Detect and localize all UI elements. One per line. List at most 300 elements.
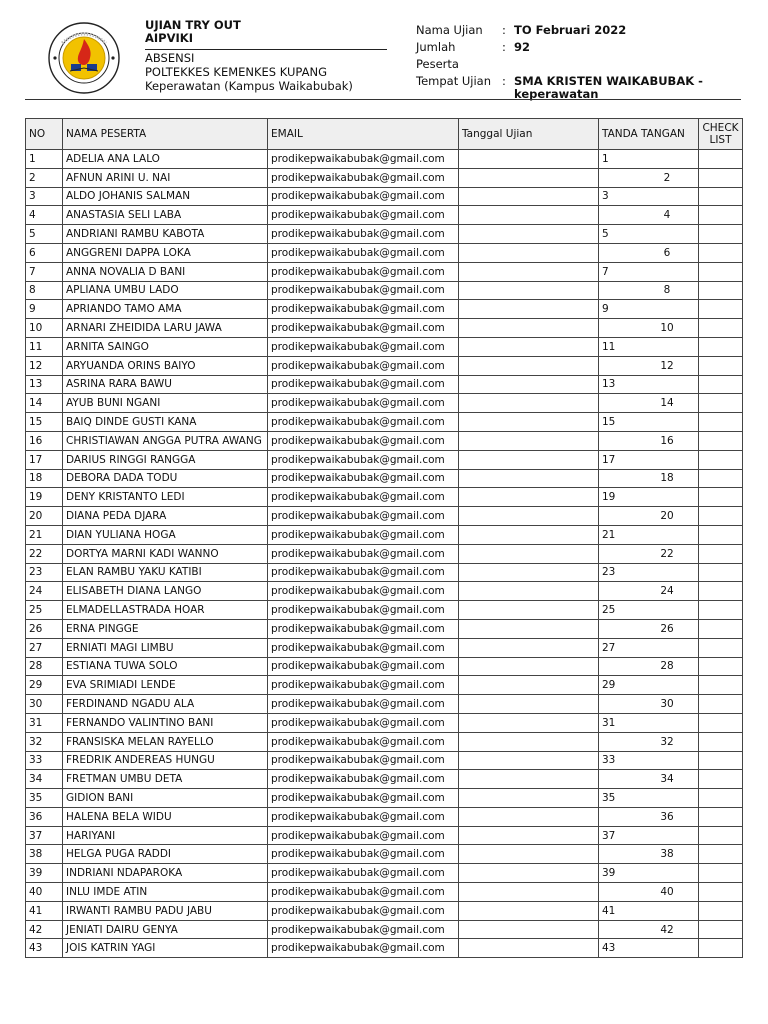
institution-name: POLTEKKES KEMENKES KUPANG [145, 65, 327, 79]
table-row [26, 751, 743, 770]
table-row [26, 150, 743, 169]
participant-email: prodikepwaikabubak@gmail.com [268, 939, 459, 958]
participant-name: AYUB BUNI NGANI [63, 394, 268, 413]
header-divider [145, 49, 387, 50]
info-value: TO Februari 2022 [514, 23, 627, 37]
table-row [26, 789, 743, 808]
row-number: 39 [26, 864, 63, 883]
row-number: 13 [26, 375, 63, 394]
row-number: 36 [26, 807, 63, 826]
table-row [26, 845, 743, 864]
participant-email: prodikepwaikabubak@gmail.com [268, 563, 459, 582]
participant-name: FRANSISKA MELAN RAYELLO [63, 732, 268, 751]
table-row [26, 563, 743, 582]
participant-email: prodikepwaikabubak@gmail.com [268, 732, 459, 751]
info-label: Jumlah Peserta [416, 40, 459, 71]
exam-date-cell [459, 375, 599, 394]
participant-name: FERNANDO VALINTINO BANI [63, 713, 268, 732]
table-row [26, 262, 743, 281]
row-number: 17 [26, 450, 63, 469]
column-header-exam-date: Tanggal Ujian [459, 119, 599, 150]
signature-cell: 36 [599, 807, 699, 826]
checklist-cell [699, 901, 743, 920]
table-row [26, 638, 743, 657]
signature-cell: 10 [599, 319, 699, 338]
checklist-cell [699, 544, 743, 563]
signature-cell: 9 [599, 300, 699, 319]
exam-date-cell [459, 413, 599, 432]
participant-email: prodikepwaikabubak@gmail.com [268, 883, 459, 902]
exam-date-cell [459, 225, 599, 244]
exam-date-cell [459, 262, 599, 281]
signature-cell: 11 [599, 337, 699, 356]
exam-date-cell [459, 657, 599, 676]
signature-cell: 42 [599, 920, 699, 939]
table-row [26, 413, 743, 432]
signature-cell: 21 [599, 525, 699, 544]
signature-cell: 18 [599, 469, 699, 488]
table-row [26, 770, 743, 789]
participant-name: ASRINA RARA BAWU [63, 375, 268, 394]
participant-name: FERDINAND NGADU ALA [63, 695, 268, 714]
row-number: 23 [26, 563, 63, 582]
participant-email: prodikepwaikabubak@gmail.com [268, 789, 459, 808]
exam-date-cell [459, 150, 599, 169]
checklist-cell [699, 845, 743, 864]
participant-email: prodikepwaikabubak@gmail.com [268, 826, 459, 845]
signature-cell: 40 [599, 883, 699, 902]
signature-cell: 17 [599, 450, 699, 469]
participant-email: prodikepwaikabubak@gmail.com [268, 225, 459, 244]
checklist-cell [699, 413, 743, 432]
participant-name: ANGGRENI DAPPA LOKA [63, 243, 268, 262]
participant-name: INDRIANI NDAPAROKA [63, 864, 268, 883]
info-row-location [416, 73, 746, 101]
row-number: 38 [26, 845, 63, 864]
signature-cell: 39 [599, 864, 699, 883]
participant-name: IRWANTI RAMBU PADU JABU [63, 901, 268, 920]
signature-cell: 43 [599, 939, 699, 958]
participant-email: prodikepwaikabubak@gmail.com [268, 582, 459, 601]
participant-email: prodikepwaikabubak@gmail.com [268, 394, 459, 413]
table-row [26, 525, 743, 544]
header-left [145, 19, 387, 93]
participant-name: ERNA PINGGE [63, 619, 268, 638]
exam-date-cell [459, 544, 599, 563]
checklist-cell [699, 431, 743, 450]
participant-name: DENY KRISTANTO LEDI [63, 488, 268, 507]
exam-date-cell [459, 431, 599, 450]
table-row [26, 619, 743, 638]
exam-date-cell [459, 525, 599, 544]
participant-email: prodikepwaikabubak@gmail.com [268, 619, 459, 638]
participant-email: prodikepwaikabubak@gmail.com [268, 281, 459, 300]
attendance-table [25, 118, 743, 958]
signature-cell: 29 [599, 676, 699, 695]
column-header-email: EMAIL [268, 119, 459, 150]
exam-date-cell [459, 713, 599, 732]
signature-cell: 5 [599, 225, 699, 244]
participant-email: prodikepwaikabubak@gmail.com [268, 657, 459, 676]
participant-name: DORTYA MARNI KADI WANNO [63, 544, 268, 563]
checklist-cell [699, 150, 743, 169]
row-number: 27 [26, 638, 63, 657]
checklist-cell [699, 168, 743, 187]
checklist-cell [699, 619, 743, 638]
participant-name: ADELIA ANA LALO [63, 150, 268, 169]
table-row [26, 695, 743, 714]
participant-name: BAIQ DINDE GUSTI KANA [63, 413, 268, 432]
exam-date-cell [459, 770, 599, 789]
exam-date-cell [459, 507, 599, 526]
participant-email: prodikepwaikabubak@gmail.com [268, 337, 459, 356]
row-number: 21 [26, 525, 63, 544]
signature-cell: 7 [599, 262, 699, 281]
table-row [26, 676, 743, 695]
header-rule [25, 99, 741, 100]
exam-date-cell [459, 901, 599, 920]
checklist-cell [699, 281, 743, 300]
info-colon: : [502, 40, 506, 54]
row-number: 22 [26, 544, 63, 563]
participant-name: INLU IMDE ATIN [63, 883, 268, 902]
participant-email: prodikepwaikabubak@gmail.com [268, 676, 459, 695]
row-number: 2 [26, 168, 63, 187]
participant-email: prodikepwaikabubak@gmail.com [268, 168, 459, 187]
signature-cell: 20 [599, 507, 699, 526]
participant-name: HALENA BELA WIDU [63, 807, 268, 826]
signature-cell: 25 [599, 601, 699, 620]
table-row [26, 469, 743, 488]
signature-cell: 32 [599, 732, 699, 751]
row-number: 12 [26, 356, 63, 375]
checklist-cell [699, 883, 743, 902]
signature-cell: 24 [599, 582, 699, 601]
row-number: 20 [26, 507, 63, 526]
participant-name: EVA SRIMIADI LENDE [63, 676, 268, 695]
checklist-cell [699, 488, 743, 507]
exam-date-cell [459, 469, 599, 488]
checklist-cell [699, 525, 743, 544]
signature-cell: 34 [599, 770, 699, 789]
participant-email: prodikepwaikabubak@gmail.com [268, 601, 459, 620]
exam-date-cell [459, 300, 599, 319]
table-row [26, 826, 743, 845]
signature-cell: 2 [599, 168, 699, 187]
row-number: 35 [26, 789, 63, 808]
table-row [26, 601, 743, 620]
participant-email: prodikepwaikabubak@gmail.com [268, 206, 459, 225]
row-number: 42 [26, 920, 63, 939]
participant-email: prodikepwaikabubak@gmail.com [268, 807, 459, 826]
table-row [26, 582, 743, 601]
participant-name: ARNITA SAINGO [63, 337, 268, 356]
participant-name: FREDRIK ANDEREAS HUNGU [63, 751, 268, 770]
checklist-cell [699, 864, 743, 883]
exam-date-cell [459, 337, 599, 356]
row-number: 40 [26, 883, 63, 902]
participant-name: ARNARI ZHEIDIDA LARU JAWA [63, 319, 268, 338]
table-row [26, 243, 743, 262]
checklist-cell [699, 939, 743, 958]
column-header-signature: TANDA TANGAN [599, 119, 699, 150]
signature-cell: 27 [599, 638, 699, 657]
info-label: Tempat Ujian [416, 74, 492, 88]
signature-cell: 4 [599, 206, 699, 225]
participant-name: HARIYANI [63, 826, 268, 845]
participant-email: prodikepwaikabubak@gmail.com [268, 356, 459, 375]
exam-date-cell [459, 695, 599, 714]
participant-name: ALDO JOHANIS SALMAN [63, 187, 268, 206]
participant-email: prodikepwaikabubak@gmail.com [268, 150, 459, 169]
row-number: 43 [26, 939, 63, 958]
row-number: 31 [26, 713, 63, 732]
participant-name: ANASTASIA SELI LABA [63, 206, 268, 225]
checklist-cell [699, 789, 743, 808]
participant-name: ANNA NOVALIA D BANI [63, 262, 268, 281]
column-header-no: NO [26, 119, 63, 150]
row-number: 1 [26, 150, 63, 169]
row-number: 7 [26, 262, 63, 281]
checklist-cell [699, 751, 743, 770]
participant-email: prodikepwaikabubak@gmail.com [268, 920, 459, 939]
checklist-cell [699, 770, 743, 789]
signature-cell: 19 [599, 488, 699, 507]
checklist-cell [699, 713, 743, 732]
row-number: 28 [26, 657, 63, 676]
signature-cell: 8 [599, 281, 699, 300]
checklist-cell [699, 695, 743, 714]
table-row [26, 431, 743, 450]
signature-cell: 1 [599, 150, 699, 169]
participant-name: ANDRIANI RAMBU KABOTA [63, 225, 268, 244]
table-header-row [26, 119, 743, 150]
exam-date-cell [459, 883, 599, 902]
table-row [26, 883, 743, 902]
table-row [26, 864, 743, 883]
table-row [26, 225, 743, 244]
info-colon: : [502, 74, 506, 88]
checklist-cell [699, 394, 743, 413]
checklist-cell [699, 187, 743, 206]
participant-email: prodikepwaikabubak@gmail.com [268, 262, 459, 281]
signature-cell: 23 [599, 563, 699, 582]
signature-cell: 28 [599, 657, 699, 676]
checklist-cell [699, 337, 743, 356]
checklist-cell [699, 450, 743, 469]
row-number: 37 [26, 826, 63, 845]
exam-date-cell [459, 601, 599, 620]
exam-date-cell [459, 732, 599, 751]
exam-date-cell [459, 864, 599, 883]
exam-date-cell [459, 394, 599, 413]
table-body [26, 150, 743, 958]
participant-email: prodikepwaikabubak@gmail.com [268, 864, 459, 883]
signature-cell: 31 [599, 713, 699, 732]
signature-cell: 35 [599, 789, 699, 808]
exam-date-cell [459, 243, 599, 262]
exam-date-cell [459, 563, 599, 582]
row-number: 25 [26, 601, 63, 620]
participant-name: AFNUN ARINI U. NAI [63, 168, 268, 187]
checklist-cell [699, 732, 743, 751]
participant-email: prodikepwaikabubak@gmail.com [268, 469, 459, 488]
table-row [26, 319, 743, 338]
exam-date-cell [459, 826, 599, 845]
table-row [26, 544, 743, 563]
exam-date-cell [459, 789, 599, 808]
table-row [26, 281, 743, 300]
row-number: 41 [26, 901, 63, 920]
row-number: 10 [26, 319, 63, 338]
participant-name: ELAN RAMBU YAKU KATIBI [63, 563, 268, 582]
row-number: 34 [26, 770, 63, 789]
organization-name: AIPVIKI [145, 31, 193, 45]
table-row [26, 206, 743, 225]
checklist-cell [699, 375, 743, 394]
participant-email: prodikepwaikabubak@gmail.com [268, 243, 459, 262]
table-row [26, 356, 743, 375]
participant-email: prodikepwaikabubak@gmail.com [268, 319, 459, 338]
exam-date-cell [459, 168, 599, 187]
checklist-cell [699, 807, 743, 826]
signature-cell: 13 [599, 375, 699, 394]
row-number: 30 [26, 695, 63, 714]
exam-date-cell [459, 807, 599, 826]
participant-email: prodikepwaikabubak@gmail.com [268, 507, 459, 526]
row-number: 19 [26, 488, 63, 507]
participant-name: DIAN YULIANA HOGA [63, 525, 268, 544]
exam-date-cell [459, 488, 599, 507]
signature-cell: 15 [599, 413, 699, 432]
participant-email: prodikepwaikabubak@gmail.com [268, 901, 459, 920]
row-number: 5 [26, 225, 63, 244]
signature-cell: 16 [599, 431, 699, 450]
participant-name: DEBORA DADA TODU [63, 469, 268, 488]
checklist-cell [699, 826, 743, 845]
checklist-cell [699, 243, 743, 262]
participant-email: prodikepwaikabubak@gmail.com [268, 695, 459, 714]
table-row [26, 375, 743, 394]
participant-name: GIDION BANI [63, 789, 268, 808]
info-value: SMA KRISTEN WAIKABUBAK - keperawatan [514, 74, 703, 101]
signature-cell: 12 [599, 356, 699, 375]
exam-date-cell [459, 920, 599, 939]
exam-date-cell [459, 450, 599, 469]
signature-cell: 3 [599, 187, 699, 206]
checklist-cell [699, 507, 743, 526]
document-type: ABSENSI [145, 51, 195, 65]
participant-name: ELISABETH DIANA LANGO [63, 582, 268, 601]
row-number: 18 [26, 469, 63, 488]
aipviki-logo [40, 21, 128, 95]
checklist-cell [699, 563, 743, 582]
exam-date-cell [459, 206, 599, 225]
checklist-cell [699, 225, 743, 244]
participant-email: prodikepwaikabubak@gmail.com [268, 713, 459, 732]
column-header-name: NAMA PESERTA [63, 119, 268, 150]
table-row [26, 507, 743, 526]
row-number: 32 [26, 732, 63, 751]
row-number: 9 [26, 300, 63, 319]
participant-name: FRETMAN UMBU DETA [63, 770, 268, 789]
row-number: 33 [26, 751, 63, 770]
participant-email: prodikepwaikabubak@gmail.com [268, 300, 459, 319]
participant-name: ESTIANA TUWA SOLO [63, 657, 268, 676]
info-row-exam-name [416, 22, 746, 39]
checklist-cell [699, 920, 743, 939]
table-row [26, 732, 743, 751]
participant-name: HELGA PUGA RADDI [63, 845, 268, 864]
participant-name: ERNIATI MAGI LIMBU [63, 638, 268, 657]
participant-email: prodikepwaikabubak@gmail.com [268, 450, 459, 469]
program-name: Keperawatan (Kampus Waikabubak) [145, 79, 353, 93]
row-number: 16 [26, 431, 63, 450]
row-number: 24 [26, 582, 63, 601]
table-row [26, 901, 743, 920]
participant-name: APLIANA UMBU LADO [63, 281, 268, 300]
checklist-cell [699, 469, 743, 488]
signature-cell: 6 [599, 243, 699, 262]
exam-date-cell [459, 319, 599, 338]
row-number: 4 [26, 206, 63, 225]
signature-cell: 33 [599, 751, 699, 770]
signature-cell: 41 [599, 901, 699, 920]
exam-date-cell [459, 582, 599, 601]
row-number: 11 [26, 337, 63, 356]
exam-title: UJIAN TRY OUT [145, 18, 241, 32]
participant-email: prodikepwaikabubak@gmail.com [268, 845, 459, 864]
exam-date-cell [459, 751, 599, 770]
checklist-cell [699, 356, 743, 375]
participant-name: ARYUANDA ORINS BAIYO [63, 356, 268, 375]
signature-cell: 26 [599, 619, 699, 638]
participant-name: DARIUS RINGGI RANGGA [63, 450, 268, 469]
row-number: 29 [26, 676, 63, 695]
exam-date-cell [459, 845, 599, 864]
info-colon: : [502, 23, 506, 37]
participant-email: prodikepwaikabubak@gmail.com [268, 638, 459, 657]
column-header-checklist: CHECK LIST [699, 119, 743, 150]
info-value: 92 [514, 40, 531, 54]
exam-date-cell [459, 356, 599, 375]
signature-cell: 38 [599, 845, 699, 864]
info-row-participants [416, 39, 746, 73]
participant-email: prodikepwaikabubak@gmail.com [268, 431, 459, 450]
participant-email: prodikepwaikabubak@gmail.com [268, 375, 459, 394]
row-number: 8 [26, 281, 63, 300]
table-row [26, 657, 743, 676]
checklist-cell [699, 601, 743, 620]
table-row [26, 713, 743, 732]
exam-date-cell [459, 187, 599, 206]
row-number: 26 [26, 619, 63, 638]
signature-cell: 30 [599, 695, 699, 714]
participant-email: prodikepwaikabubak@gmail.com [268, 544, 459, 563]
table-row [26, 450, 743, 469]
signature-cell: 14 [599, 394, 699, 413]
signature-cell: 22 [599, 544, 699, 563]
participant-email: prodikepwaikabubak@gmail.com [268, 770, 459, 789]
checklist-cell [699, 206, 743, 225]
exam-date-cell [459, 676, 599, 695]
row-number: 3 [26, 187, 63, 206]
participant-email: prodikepwaikabubak@gmail.com [268, 525, 459, 544]
checklist-cell [699, 262, 743, 281]
participant-name: APRIANDO TAMO AMA [63, 300, 268, 319]
participant-name: JOIS KATRIN YAGI [63, 939, 268, 958]
participant-email: prodikepwaikabubak@gmail.com [268, 187, 459, 206]
